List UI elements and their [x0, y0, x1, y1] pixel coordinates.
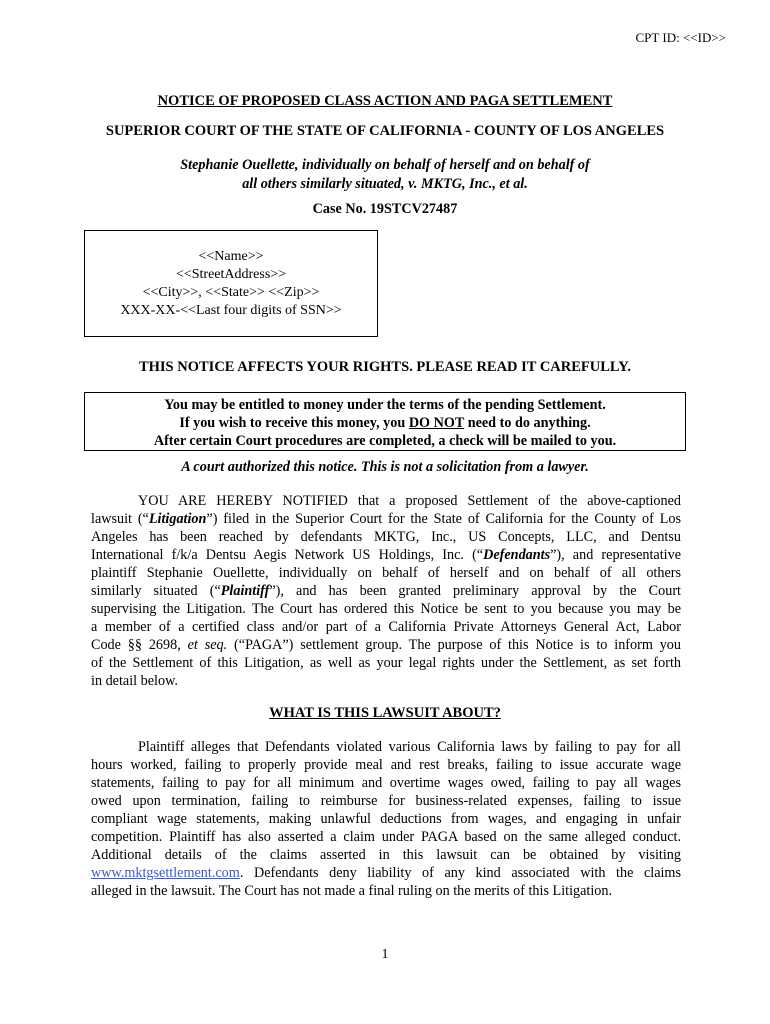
- paragraph-line: Angeles has been reached by defendants MKTG, Inc., US Concepts, LLC, and Dentsu: [91, 529, 681, 545]
- entitlement-line-3: After certain Court procedures are completed, a check will be mailed to you.: [153, 433, 617, 449]
- paragraph-line: a member of a certified class and/or part of a California Private Attorneys General Act, Labor: [91, 619, 681, 635]
- paragraph-line: hours worked, failing to properly provide meal and rest breaks, failing to issue accurate wage: [91, 757, 681, 773]
- court-name: SUPERIOR COURT OF THE STATE OF CALIFORNIA - COUNTY OF LOS ANGELES: [105, 123, 665, 139]
- paragraph-line: [91, 864, 681, 882]
- text-run: Code §§ 2698,: [91, 637, 188, 653]
- text-run: (“PAGA”) settlement group. The purpose of this Notice is to inform you: [227, 637, 681, 653]
- citation-italic: et seq.: [187, 637, 228, 653]
- paragraph-line: YOU ARE HEREBY NOTIFIED that a proposed Settlement of the above-captioned: [138, 493, 681, 509]
- text-run: International f/k/a Dentsu Aegis Network US Holdings, Inc. (“: [91, 547, 484, 563]
- notification-paragraph: [91, 492, 681, 690]
- paragraph-line: of the Settlement of this Litigation, as well as your legal rights under the Settlement, as set forth: [91, 655, 681, 671]
- paragraph-line: [91, 510, 681, 528]
- page-number: 1: [381, 947, 389, 962]
- case-number: Case No. 19STCV27487: [312, 201, 458, 217]
- rights-notice: THIS NOTICE AFFECTS YOUR RIGHTS. PLEASE READ IT CAREFULLY.: [138, 359, 632, 375]
- text-run: ”), and representative: [550, 547, 681, 563]
- paragraph-line: Additional details of the claims asserted in this lawsuit can be obtained by visiting: [91, 847, 681, 863]
- text-run: ”), and has been granted preliminary approval by the Court: [269, 583, 681, 599]
- lawsuit-paragraph: [91, 738, 681, 900]
- paragraph-line: supervising the Litigation. The Court has ordered this Notice be sent to you because you may be: [91, 601, 681, 617]
- paragraph-line: Plaintiff alleges that Defendants violated various California laws by failing to pay for all: [138, 739, 681, 755]
- entitlement-line-2-pre: If you wish to receive this money, you: [179, 415, 409, 431]
- paragraph-line: statements, failing to pay for all minimum and overtime wages owed, failing to pay all wages: [91, 775, 681, 791]
- entitlement-line-1: You may be entitled to money under the terms of the pending Settlement.: [164, 397, 606, 413]
- notice-title: NOTICE OF PROPOSED CLASS ACTION AND PAGA SETTLEMENT: [157, 93, 613, 109]
- paragraph-line: owed upon termination, failing to reimburse for business-related expenses, failing to issue: [91, 793, 681, 809]
- defined-term: Litigation: [148, 511, 207, 527]
- address-ssn: XXX-XX-<<Last four digits of SSN>>: [120, 303, 342, 318]
- text-run: lawsuit (“: [91, 511, 149, 527]
- address-street: <<StreetAddress>>: [175, 267, 287, 282]
- paragraph-line: [91, 636, 681, 654]
- defined-term: Defendants: [483, 547, 551, 563]
- paragraph-line: [91, 582, 681, 600]
- paragraph-line: alleged in the lawsuit. The Court has not made a final ruling on the merits of this Litigation.: [91, 883, 613, 899]
- cpt-id: CPT ID: <<ID>>: [635, 30, 726, 45]
- entitlement-line-2: [85, 414, 685, 432]
- address-name: <<Name>>: [198, 249, 264, 264]
- paragraph-line: in detail below.: [91, 673, 178, 689]
- text-run: ”) filed in the Superior Court for the State of California for the County of Los: [206, 511, 681, 527]
- defined-term: Plaintiff: [220, 583, 270, 599]
- section-heading: WHAT IS THIS LAWSUIT ABOUT?: [269, 705, 501, 721]
- paragraph-line: [91, 546, 681, 564]
- caption-line-2: all others similarly situated, v. MKTG, Inc., et al.: [242, 176, 528, 192]
- text-run: similarly situated (“: [91, 583, 221, 599]
- authorization-statement: A court authorized this notice. This is not a solicitation from a lawyer.: [181, 459, 589, 475]
- paragraph-line: competition. Plaintiff has also asserted a claim under PAGA based on the same alleged conduct.: [91, 829, 681, 845]
- case-caption: [0, 156, 770, 194]
- caption-line-1: Stephanie Ouellette, individually on behalf of herself and on behalf of: [180, 157, 590, 173]
- entitlement-box: [84, 392, 686, 451]
- paragraph-line: compliant wage statements, making unlawful deductions from wages, and engaging in unfair: [91, 811, 681, 827]
- entitlement-line-2-post: need to do anything.: [464, 415, 591, 431]
- paragraph-line: plaintiff Stephanie Ouellette, individually on behalf of herself and on behalf of all others: [91, 565, 681, 581]
- entitlement-emphasis: DO NOT: [408, 415, 465, 431]
- address-city-state-zip: <<City>>, <<State>> <<Zip>>: [142, 285, 320, 300]
- address-block: [84, 230, 378, 337]
- settlement-website-link[interactable]: www.mktgsettlement.com: [91, 865, 240, 881]
- text-run: . Defendants deny liability of any kind associated with the claims: [239, 865, 681, 881]
